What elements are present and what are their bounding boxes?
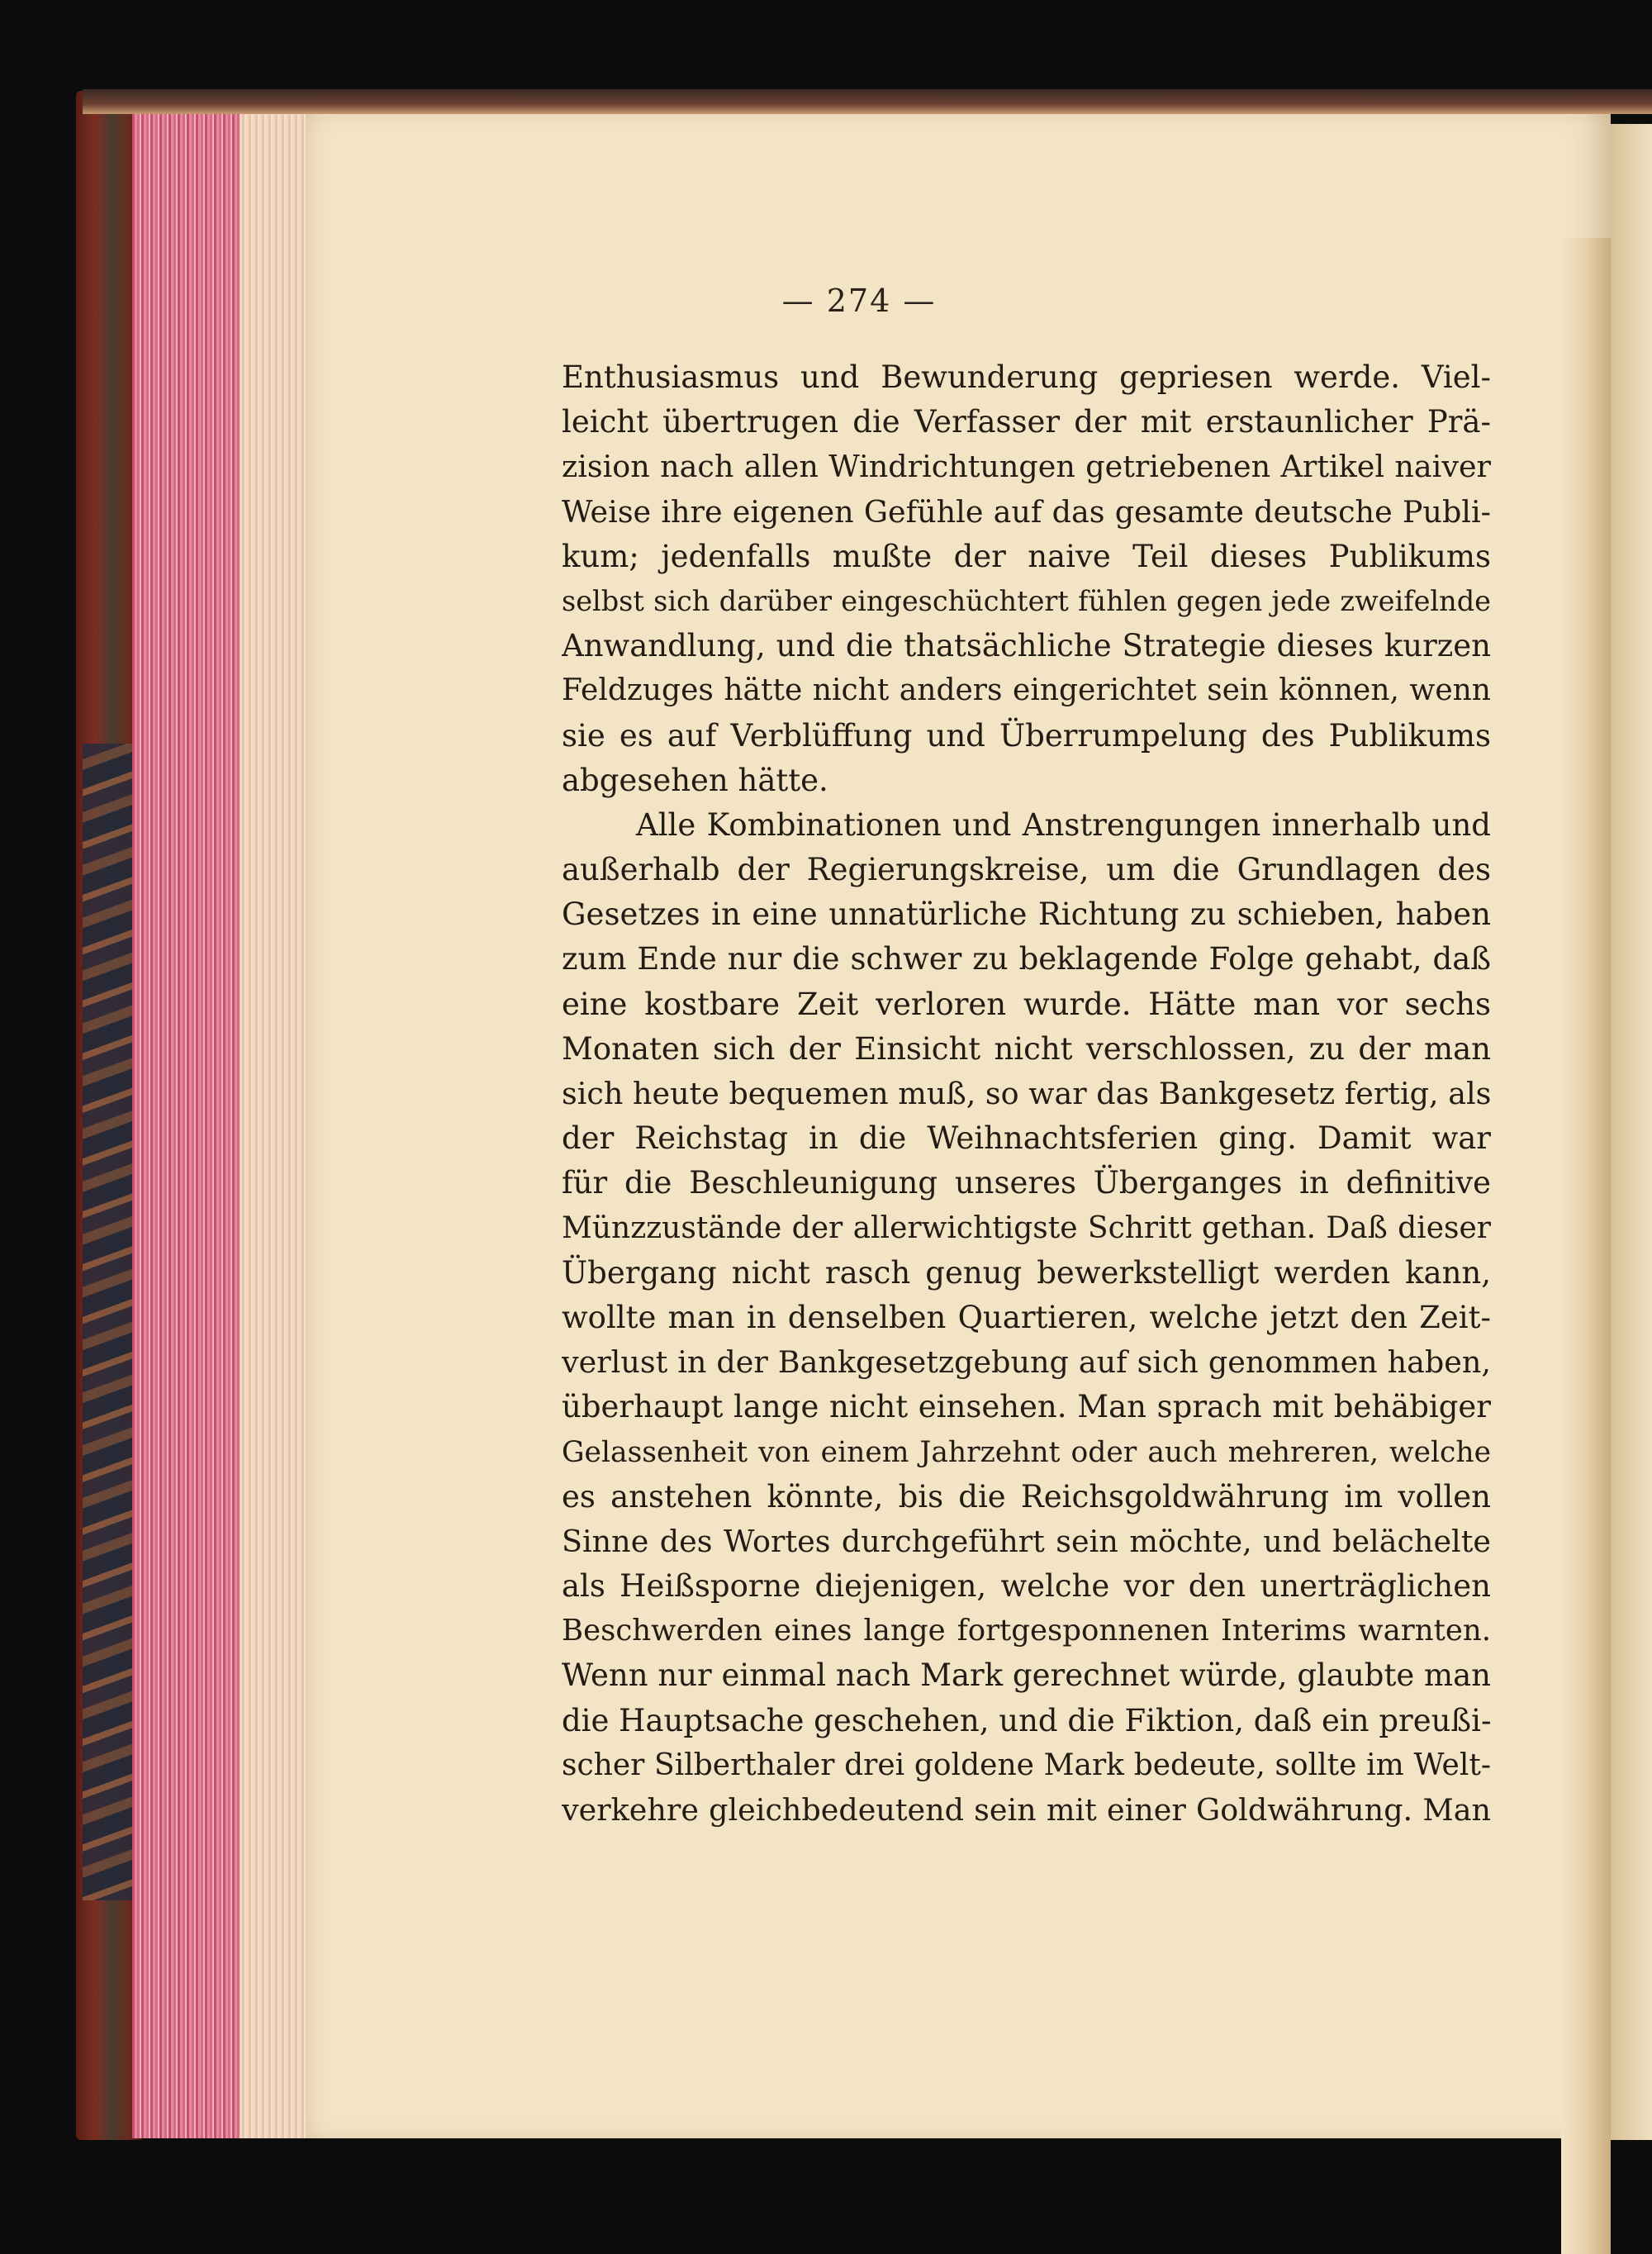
text-line: sich heute bequemen muß, so war das Bankgesetz fertig, als bbox=[562, 1076, 1491, 1111]
binding-top-edge bbox=[83, 89, 1652, 114]
text-line: Gesetzes in eine unnatürliche Richtung zu schieben, haben bbox=[562, 896, 1491, 933]
text-line: verlust in der Bankgesetzgebung auf sich genommen haben, bbox=[562, 1344, 1491, 1381]
text-line: Übergang nicht rasch genug bewerkstelligt werden kann, bbox=[562, 1254, 1491, 1291]
text-line: selbst sich darüber eingeschüchtert fühlen gegen jede zweifelnde bbox=[562, 584, 1491, 617]
text-line: zum Ende nur die schwer zu beklagende Folge gehabt, daß bbox=[562, 941, 1491, 977]
text-line: verkehre gleichbedeutend sein mit einer Goldwährung. Man bbox=[562, 1792, 1491, 1828]
text-line: leicht übertrugen die Verfasser der mit erstaunlicher Prä- bbox=[562, 404, 1491, 440]
text-line: überhaupt lange nicht einsehen. Man sprach mit behäbiger bbox=[562, 1389, 1491, 1425]
text-line: kum; jedenfalls mußte der naive Teil dieses Publikums bbox=[562, 538, 1491, 574]
text-line: der Reichstag in die Weihnachtsferien ging. Damit war bbox=[562, 1120, 1491, 1157]
page-edges-inner bbox=[240, 114, 310, 2138]
text-line: Enthusiasmus und Bewunderung gepriesen werde. Viel- bbox=[562, 359, 1491, 395]
body-text bbox=[562, 355, 1491, 1833]
text-line: Monaten sich der Einsicht nicht verschlossen, zu der man bbox=[562, 1030, 1491, 1067]
text-line: Sinne des Wortes durchgeführt sein möchte, und belächelte bbox=[562, 1523, 1491, 1559]
text-line: sie es auf Verblüffung und Überrumpelung des Publikums bbox=[562, 717, 1491, 754]
text-line: scher Silberthaler drei goldene Mark bedeute, sollte im Welt- bbox=[562, 1748, 1491, 1782]
text-line: die Hauptsache geschehen, und die Fiktion, daß ein preußi- bbox=[562, 1702, 1491, 1738]
text-line: Beschwerden eines lange fortgesponnenen Interims warnten. bbox=[562, 1614, 1491, 1648]
page-number: — 274 — bbox=[781, 283, 937, 319]
text-line: zision nach allen Windrichtungen getriebenen Artikel naiver bbox=[562, 449, 1491, 485]
text-line: wollte man in denselben Quartieren, welche jetzt den Zeit- bbox=[562, 1299, 1491, 1335]
marbled-cover bbox=[83, 744, 132, 1900]
text-line: abgesehen hätte. bbox=[562, 762, 828, 798]
text-line: Alle Kombinationen und Anstrengungen innerhalb und bbox=[636, 806, 1491, 843]
text-line: Gelassenheit von einem Jahrzehnt oder auch mehreren, welche bbox=[562, 1435, 1491, 1469]
facing-page-edge bbox=[1611, 124, 1652, 2140]
text-line: als Heißsporne diejenigen, welche vor den unerträglichen bbox=[562, 1568, 1491, 1605]
text-line: für die Beschleunigung unseres Überganges in definitive bbox=[562, 1165, 1491, 1201]
text-line: außerhalb der Regierungskreise, um die Grundlagen des bbox=[562, 852, 1491, 888]
text-line: Feldzuges hätte nicht anders eingerichtet sein können, wenn bbox=[562, 673, 1491, 708]
text-line: eine kostbare Zeit verloren wurde. Hätte man vor sechs bbox=[562, 986, 1491, 1022]
page-gutter-shadow bbox=[1561, 238, 1611, 2254]
text-line: Anwandlung, und die thatsächliche Strategie dieses kurzen bbox=[562, 628, 1491, 664]
text-line: Münzzustände der allerwichtigste Schritt gethan. Daß dieser bbox=[562, 1210, 1491, 1245]
text-line: Weise ihre eigenen Gefühle auf das gesamte deutsche Publi- bbox=[562, 493, 1491, 530]
text-line: es anstehen könnte, bis die Reichsgoldwährung im vollen bbox=[562, 1478, 1491, 1515]
text-line: Wenn nur einmal nach Mark gerechnet würde, glaubte man bbox=[562, 1657, 1491, 1694]
